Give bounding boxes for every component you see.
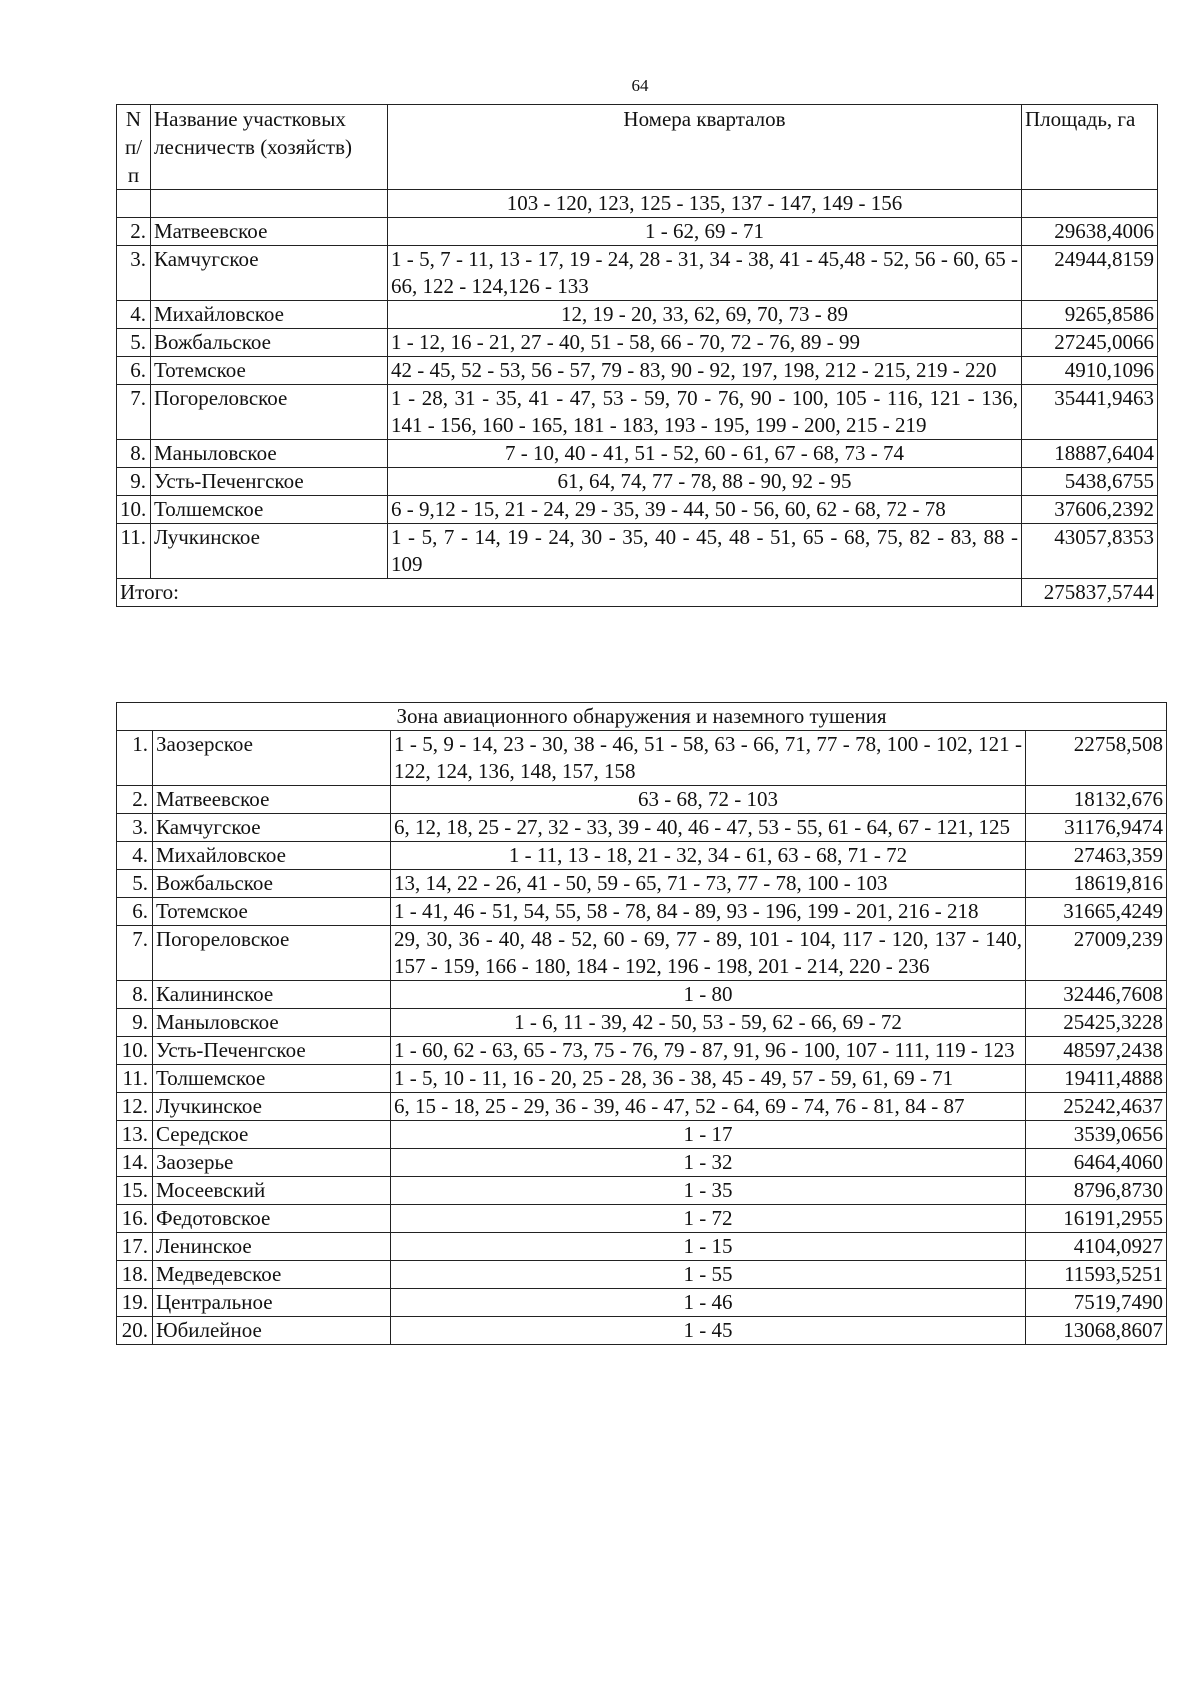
row-number: 16. bbox=[117, 1205, 153, 1233]
area-value: 3539,0656 bbox=[1026, 1121, 1167, 1149]
header-num: N п/п bbox=[117, 105, 151, 190]
row-number: 6. bbox=[117, 357, 151, 385]
continuation-row bbox=[117, 190, 1158, 218]
header-row bbox=[117, 105, 1158, 190]
area-value: 7519,7490 bbox=[1026, 1289, 1167, 1317]
quarter-numbers: 1 - 15 bbox=[391, 1233, 1026, 1261]
area-value: 31665,4249 bbox=[1026, 898, 1167, 926]
header-area: Площадь, га bbox=[1022, 105, 1158, 190]
row-number: 8. bbox=[117, 440, 151, 468]
quarter-numbers: 63 - 68, 72 - 103 bbox=[391, 786, 1026, 814]
quarter-numbers: 1 - 5, 10 - 11, 16 - 20, 25 - 28, 36 - 38, 45 - 49, 57 - 59, 61, 69 - 71 bbox=[391, 1065, 1026, 1093]
forestry-table-main bbox=[116, 104, 1158, 607]
area-value: 18132,676 bbox=[1026, 786, 1167, 814]
area-value: 48597,2438 bbox=[1026, 1037, 1167, 1065]
quarter-numbers: 1 - 12, 16 - 21, 27 - 40, 51 - 58, 66 - 70, 72 - 76, 89 - 99 bbox=[388, 329, 1022, 357]
table-row bbox=[117, 524, 1158, 579]
quarter-numbers: 1 - 55 bbox=[391, 1261, 1026, 1289]
row-number: 1. bbox=[117, 731, 153, 786]
forestry-name: Михайловское bbox=[151, 301, 388, 329]
quarter-numbers: 12, 19 - 20, 33, 62, 69, 70, 73 - 89 bbox=[388, 301, 1022, 329]
table-row bbox=[117, 1121, 1167, 1149]
area-value: 37606,2392 bbox=[1022, 496, 1158, 524]
forestry-name: Заозерское bbox=[153, 731, 391, 786]
forestry-name: Ленинское bbox=[153, 1233, 391, 1261]
table-row bbox=[117, 1037, 1167, 1065]
forestry-name: Тотемское bbox=[151, 357, 388, 385]
total-label: Итого: bbox=[117, 579, 1022, 607]
quarter-numbers: 1 - 11, 13 - 18, 21 - 32, 34 - 61, 63 - 68, 71 - 72 bbox=[391, 842, 1026, 870]
row-number: 5. bbox=[117, 329, 151, 357]
forestry-table-aviation-zone bbox=[116, 702, 1167, 1345]
forestry-name: Толшемское bbox=[153, 1065, 391, 1093]
row-number: 15. bbox=[117, 1177, 153, 1205]
total-area: 275837,5744 bbox=[1022, 579, 1158, 607]
area-value: 8796,8730 bbox=[1026, 1177, 1167, 1205]
forestry-name: Лучкинское bbox=[153, 1093, 391, 1121]
table-row bbox=[117, 926, 1167, 981]
row-number: 9. bbox=[117, 1009, 153, 1037]
quarter-numbers: 1 - 5, 7 - 11, 13 - 17, 19 - 24, 28 - 31, 34 - 38, 41 - 45,48 - 52, 56 - 60, 65 - 66, 122 - 124,126 - 133 bbox=[388, 246, 1022, 301]
quarter-numbers: 1 - 60, 62 - 63, 65 - 73, 75 - 76, 79 - 87, 91, 96 - 100, 107 - 111, 119 - 123 bbox=[391, 1037, 1026, 1065]
table-row bbox=[117, 1205, 1167, 1233]
row-number: 4. bbox=[117, 301, 151, 329]
area-value: 25242,4637 bbox=[1026, 1093, 1167, 1121]
quarter-numbers: 1 - 6, 11 - 39, 42 - 50, 53 - 59, 62 - 66, 69 - 72 bbox=[391, 1009, 1026, 1037]
table-row bbox=[117, 357, 1158, 385]
quarter-numbers: 7 - 10, 40 - 41, 51 - 52, 60 - 61, 67 - 68, 73 - 74 bbox=[388, 440, 1022, 468]
table-row bbox=[117, 301, 1158, 329]
table-row bbox=[117, 842, 1167, 870]
forestry-name: Лучкинское bbox=[151, 524, 388, 579]
table-row bbox=[117, 814, 1167, 842]
table-row bbox=[117, 898, 1167, 926]
row-number: 11. bbox=[117, 1065, 153, 1093]
row-number: 17. bbox=[117, 1233, 153, 1261]
row-number: 11. bbox=[117, 524, 151, 579]
row-number: 9. bbox=[117, 468, 151, 496]
table-row bbox=[117, 870, 1167, 898]
forestry-name: Матвеевское bbox=[151, 218, 388, 246]
row-number: 4. bbox=[117, 842, 153, 870]
area-value: 6464,4060 bbox=[1026, 1149, 1167, 1177]
quarter-numbers: 1 - 80 bbox=[391, 981, 1026, 1009]
header-name: Название участковых лесничеств (хозяйств) bbox=[151, 105, 388, 190]
quarter-numbers: 1 - 45 bbox=[391, 1317, 1026, 1345]
forestry-name: Погореловское bbox=[153, 926, 391, 981]
total-row bbox=[117, 579, 1158, 607]
area-value: 27009,239 bbox=[1026, 926, 1167, 981]
table-row bbox=[117, 786, 1167, 814]
quarter-numbers: 6, 12, 18, 25 - 27, 32 - 33, 39 - 40, 46 - 47, 53 - 55, 61 - 64, 67 - 121, 125 bbox=[391, 814, 1026, 842]
quarter-numbers: 1 - 46 bbox=[391, 1289, 1026, 1317]
row-number: 7. bbox=[117, 385, 151, 440]
table-row bbox=[117, 1149, 1167, 1177]
quarter-numbers: 1 - 32 bbox=[391, 1149, 1026, 1177]
area-value: 24944,8159 bbox=[1022, 246, 1158, 301]
quarter-numbers: 6, 15 - 18, 25 - 29, 36 - 39, 46 - 47, 52 - 64, 69 - 74, 76 - 81, 84 - 87 bbox=[391, 1093, 1026, 1121]
quarter-numbers: 42 - 45, 52 - 53, 56 - 57, 79 - 83, 90 - 92, 197, 198, 212 - 215, 219 - 220 bbox=[388, 357, 1022, 385]
row-number: 5. bbox=[117, 870, 153, 898]
table-row bbox=[117, 1177, 1167, 1205]
table-row bbox=[117, 1233, 1167, 1261]
header-quarters: Номера кварталов bbox=[388, 105, 1022, 190]
forestry-name: Калининское bbox=[153, 981, 391, 1009]
area-value: 4910,1096 bbox=[1022, 357, 1158, 385]
forestry-name: Мосеевский bbox=[153, 1177, 391, 1205]
row-number: 7. bbox=[117, 926, 153, 981]
forestry-name: Усть-Печенгское bbox=[153, 1037, 391, 1065]
table-row bbox=[117, 1065, 1167, 1093]
quarter-numbers: 6 - 9,12 - 15, 21 - 24, 29 - 35, 39 - 44, 50 - 56, 60, 62 - 68, 72 - 78 bbox=[388, 496, 1022, 524]
area-value: 43057,8353 bbox=[1022, 524, 1158, 579]
row-number: 13. bbox=[117, 1121, 153, 1149]
quarter-numbers: 1 - 62, 69 - 71 bbox=[388, 218, 1022, 246]
quarter-numbers: 1 - 72 bbox=[391, 1205, 1026, 1233]
quarter-numbers: 29, 30, 36 - 40, 48 - 52, 60 - 69, 77 - 89, 101 - 104, 117 - 120, 137 - 140, 157 - 159, 166 - 180, 184 - 192, 196 - 198, 201 - 214, 220 - 236 bbox=[391, 926, 1026, 981]
table-row bbox=[117, 1009, 1167, 1037]
row-number: 2. bbox=[117, 786, 153, 814]
forestry-name: Маныловское bbox=[151, 440, 388, 468]
row-number: 2. bbox=[117, 218, 151, 246]
row-number: 10. bbox=[117, 496, 151, 524]
row-number: 19. bbox=[117, 1289, 153, 1317]
area-value: 5438,6755 bbox=[1022, 468, 1158, 496]
zone-title: Зона авиационного обнаружения и наземного тушения bbox=[117, 703, 1167, 731]
area-value: 35441,9463 bbox=[1022, 385, 1158, 440]
quarter-numbers: 1 - 17 bbox=[391, 1121, 1026, 1149]
row-number: 3. bbox=[117, 246, 151, 301]
table-row bbox=[117, 1289, 1167, 1317]
area-value: 18887,6404 bbox=[1022, 440, 1158, 468]
table-row bbox=[117, 218, 1158, 246]
quarter-numbers: 61, 64, 74, 77 - 78, 88 - 90, 92 - 95 bbox=[388, 468, 1022, 496]
row-number: 6. bbox=[117, 898, 153, 926]
area-value: 16191,2955 bbox=[1026, 1205, 1167, 1233]
table-row bbox=[117, 981, 1167, 1009]
area-value: 32446,7608 bbox=[1026, 981, 1167, 1009]
forestry-name: Маныловское bbox=[153, 1009, 391, 1037]
forestry-name: Юбилейное bbox=[153, 1317, 391, 1345]
area-value: 4104,0927 bbox=[1026, 1233, 1167, 1261]
forestry-name: Тотемское bbox=[153, 898, 391, 926]
table-row bbox=[117, 329, 1158, 357]
area-value: 18619,816 bbox=[1026, 870, 1167, 898]
table-row bbox=[117, 1261, 1167, 1289]
area-value: 27245,0066 bbox=[1022, 329, 1158, 357]
quarter-numbers: 1 - 5, 9 - 14, 23 - 30, 38 - 46, 51 - 58, 63 - 66, 71, 77 - 78, 100 - 102, 121 - 122, 124, 136, 148, 157, 158 bbox=[391, 731, 1026, 786]
area-value: 11593,5251 bbox=[1026, 1261, 1167, 1289]
forestry-name: Центральное bbox=[153, 1289, 391, 1317]
table-row bbox=[117, 468, 1158, 496]
continuation-quarters: 103 - 120, 123, 125 - 135, 137 - 147, 149 - 156 bbox=[388, 190, 1022, 218]
quarter-numbers: 1 - 28, 31 - 35, 41 - 47, 53 - 59, 70 - 76, 90 - 100, 105 - 116, 121 - 136, 141 - 156, 160 - 165, 181 - 183, 193 - 195, 199 - 200, 215 - 219 bbox=[388, 385, 1022, 440]
table-row bbox=[117, 246, 1158, 301]
row-number: 8. bbox=[117, 981, 153, 1009]
forestry-name: Медведевское bbox=[153, 1261, 391, 1289]
quarter-numbers: 1 - 35 bbox=[391, 1177, 1026, 1205]
forestry-name: Середское bbox=[153, 1121, 391, 1149]
quarter-numbers: 13, 14, 22 - 26, 41 - 50, 59 - 65, 71 - 73, 77 - 78, 100 - 103 bbox=[391, 870, 1026, 898]
area-value: 13068,8607 bbox=[1026, 1317, 1167, 1345]
table-row bbox=[117, 1317, 1167, 1345]
table-row bbox=[117, 440, 1158, 468]
forestry-name: Погореловское bbox=[151, 385, 388, 440]
table-row bbox=[117, 731, 1167, 786]
forestry-name: Заозерье bbox=[153, 1149, 391, 1177]
forestry-name: Федотовское bbox=[153, 1205, 391, 1233]
page-number: 64 bbox=[631, 76, 649, 95]
row-number: 18. bbox=[117, 1261, 153, 1289]
row-number: 14. bbox=[117, 1149, 153, 1177]
quarter-numbers: 1 - 5, 7 - 14, 19 - 24, 30 - 35, 40 - 45, 48 - 51, 65 - 68, 75, 82 - 83, 88 - 109 bbox=[388, 524, 1022, 579]
forestry-name: Толшемское bbox=[151, 496, 388, 524]
area-value: 19411,4888 bbox=[1026, 1065, 1167, 1093]
forestry-name: Вожбальское bbox=[153, 870, 391, 898]
row-number: 20. bbox=[117, 1317, 153, 1345]
row-number: 10. bbox=[117, 1037, 153, 1065]
forestry-name: Камчугское bbox=[153, 814, 391, 842]
forestry-name: Камчугское bbox=[151, 246, 388, 301]
table-row bbox=[117, 1093, 1167, 1121]
area-value: 29638,4006 bbox=[1022, 218, 1158, 246]
area-value: 22758,508 bbox=[1026, 731, 1167, 786]
row-number: 12. bbox=[117, 1093, 153, 1121]
row-number: 3. bbox=[117, 814, 153, 842]
forestry-name: Вожбальское bbox=[151, 329, 388, 357]
area-value: 9265,8586 bbox=[1022, 301, 1158, 329]
zone-title-row bbox=[117, 703, 1167, 731]
area-value: 31176,9474 bbox=[1026, 814, 1167, 842]
forestry-name: Михайловское bbox=[153, 842, 391, 870]
quarter-numbers: 1 - 41, 46 - 51, 54, 55, 58 - 78, 84 - 89, 93 - 196, 199 - 201, 216 - 218 bbox=[391, 898, 1026, 926]
table-row bbox=[117, 385, 1158, 440]
forestry-name: Матвеевское bbox=[153, 786, 391, 814]
table-row bbox=[117, 496, 1158, 524]
forestry-name: Усть-Печенгское bbox=[151, 468, 388, 496]
area-value: 25425,3228 bbox=[1026, 1009, 1167, 1037]
area-value: 27463,359 bbox=[1026, 842, 1167, 870]
